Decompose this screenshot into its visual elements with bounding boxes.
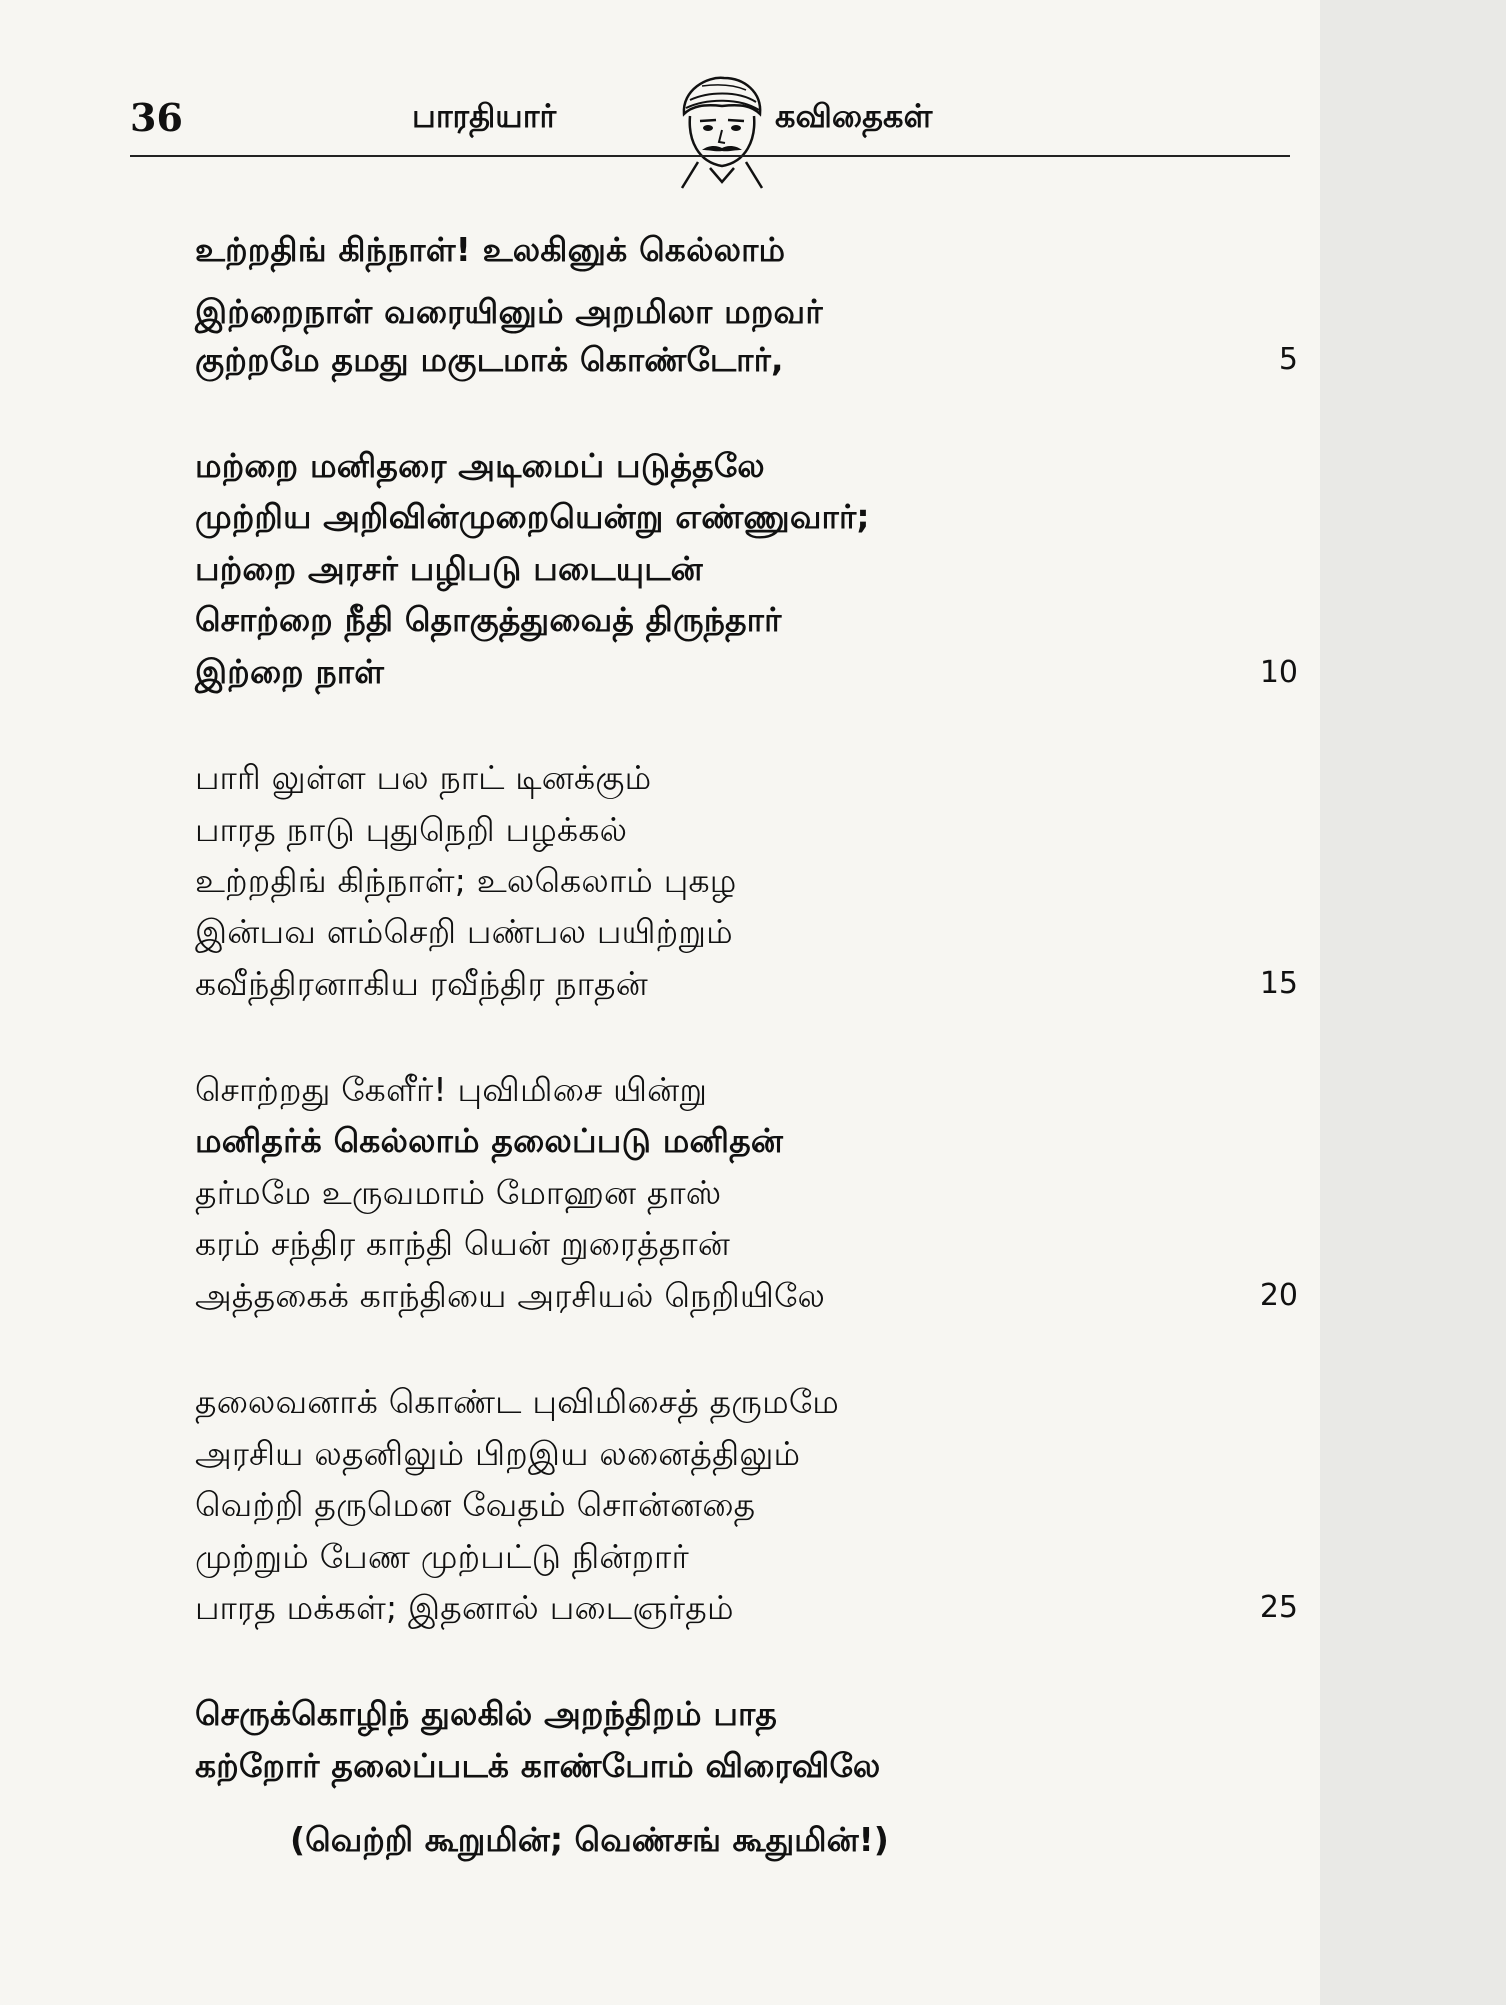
poem-line: பற்றை அரசர் பழிபடு படையுடன் [195,549,703,588]
poem-line: கவீந்திரனாகிய ரவீந்திர நாதன் [195,964,648,1003]
poem-line: உற்றதிங் கிந்நாள்; உலகெலாம் புகழ [195,861,737,900]
page-number: 36 [130,95,183,140]
poem-line: மனிதர்க் கெல்லாம் தலைப்படு மனிதன் [195,1121,784,1160]
poem-line: கற்றோர் தலைப்படக் காண்போம் விரைவிலே [195,1746,881,1785]
poem-line: பாரி லுள்ள பல நாட் டினக்கும் [195,758,652,797]
line-number: 5 [1278,342,1298,377]
poem-line: சொற்றை நீதி தொகுத்துவைத் திருந்தார் [195,600,782,639]
line-number: 15 [1259,966,1298,1001]
poem-line: குற்றமே தமது மகுடமாக் கொண்டோர், [195,340,784,379]
book-title: பாரதியார் [412,97,557,135]
poem-line: தலைவனாக் கொண்ட புவிமிசைத் தருமமே [195,1382,840,1421]
poem-line: மற்றை மனிதரை அடிமைப் படுத்தலே [195,446,765,485]
poem-line: பாரத மக்கள்; இதனால் படைஞர்தம் [195,1588,734,1627]
poem-line: இன்பவ ளம்செறி பண்பல பயிற்றும் [195,912,733,951]
poem-line: இற்றைநாள் வரையினும் அறமிலா மறவர் [195,292,823,331]
poem-line: தர்மமே உருவமாம் மோஹன தாஸ் [195,1173,722,1212]
poem-line: முற்றிய அறிவின்முறையென்று எண்ணுவார்; [195,497,870,536]
poem-line: இற்றை நாள் [195,652,385,691]
poem-line: அரசிய லதனிலும் பிறஇய லனைத்திலும் [195,1434,801,1473]
book-subtitle: கவிதைகள் [775,97,933,135]
closing-line: (வெற்றி கூறுமின்; வெண்சங் கூதுமின்!) [290,1820,889,1859]
line-number: 25 [1259,1590,1298,1625]
poem-line: உற்றதிங் கிந்நாள்! உலகினுக் கெல்லாம் [195,230,786,269]
poem-line: அத்தகைக் காந்தியை அரசியல் நெறியிலே [195,1276,826,1315]
header-rule [130,155,1290,157]
line-number: 10 [1259,655,1298,690]
poem-line: சொற்றது கேளீர்! புவிமிசை யின்று [195,1070,708,1109]
poem-line: முற்றும் பேண முற்பட்டு நின்றார் [195,1537,689,1576]
line-number: 20 [1259,1278,1298,1313]
poet-portrait-icon [662,70,780,190]
poem-line: பாரத நாடு புதுநெறி பழக்கல் [195,810,628,849]
poem-line: வெற்றி தருமென வேதம் சொன்னதை [195,1485,756,1524]
poem-line: செருக்கொழிந் துலகில் அறந்திறம் பாத [195,1694,778,1733]
poem-line: கரம் சந்திர காந்தி யென் றுரைத்தான் [195,1224,731,1263]
